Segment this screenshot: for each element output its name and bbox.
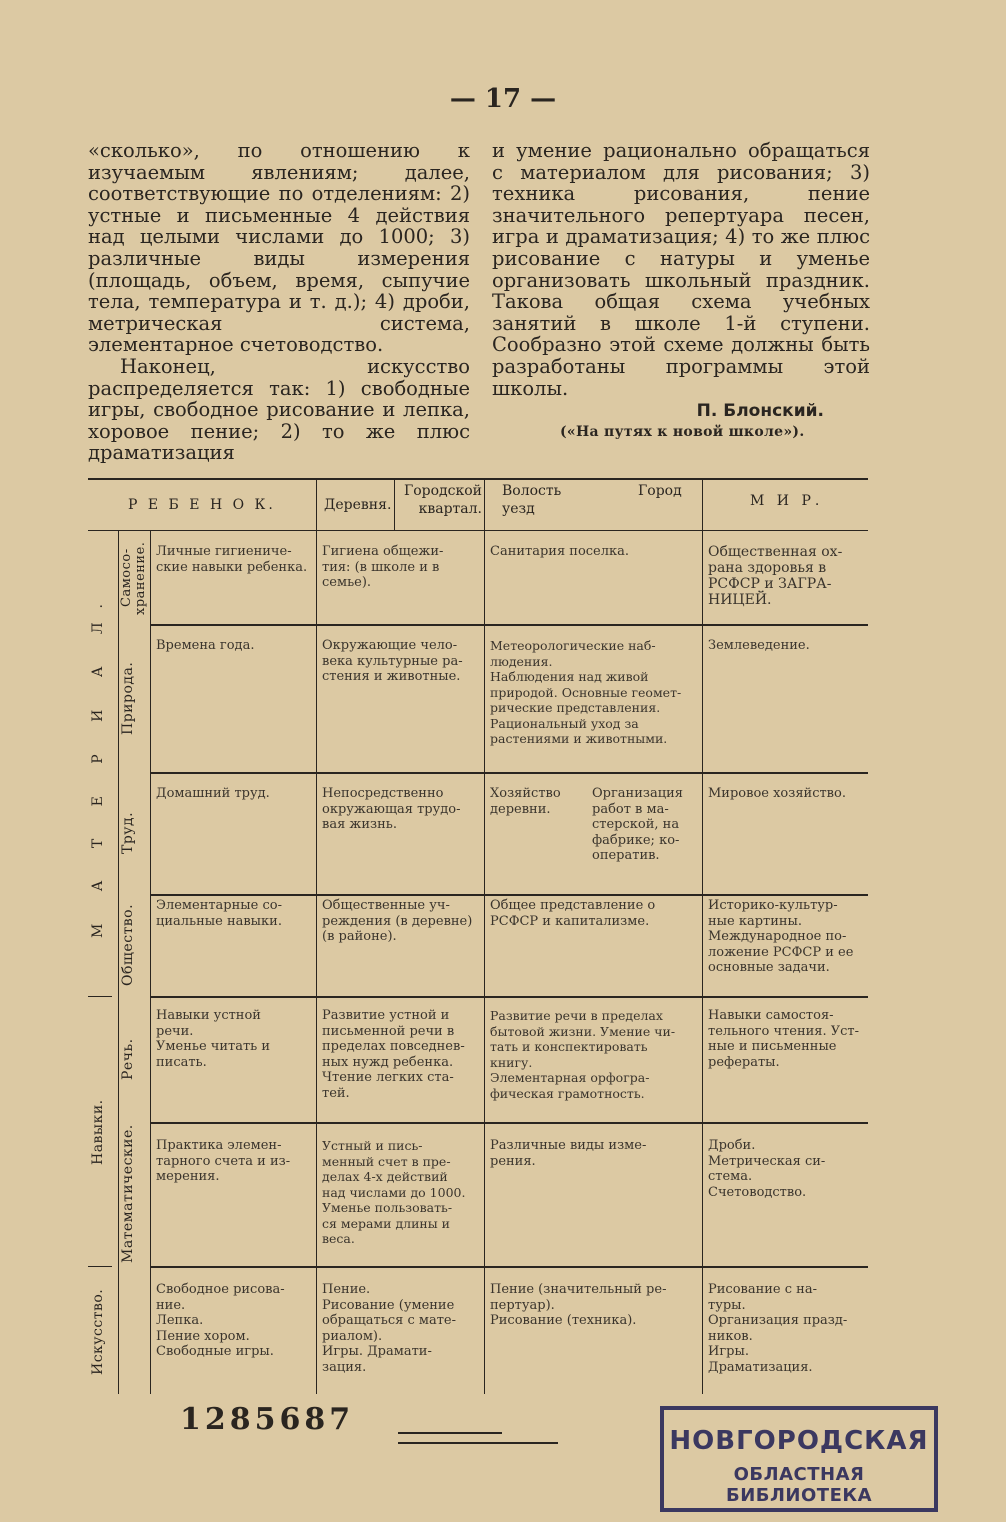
page-number: — 17 — bbox=[449, 84, 557, 114]
row-label-nature: Природа. bbox=[120, 661, 136, 735]
table-cell: Общественные уч- реждения (в деревне) (в районе). bbox=[322, 898, 473, 944]
row-label-math: Математические. bbox=[120, 1124, 136, 1264]
table-cell: Землеведение. bbox=[708, 638, 810, 653]
row-label-labor: Труд. bbox=[120, 811, 136, 855]
header-child: Р Е Б Е Н О К. bbox=[128, 497, 276, 513]
table-cell: Историко-культур- ные картины. Международное по- ложение РСФСР и ее основные задачи. bbox=[708, 898, 854, 975]
paragraph: «сколько», по отношению к изучаемым явлениям; далее, соответствующие по отделениям: 2) устные и письменные 4 действия над целыми числами до 1000; 3) различные виды измерения (площадь, объем, время, сыпучие тела, температура и т. д.); 4) дроби, метрическая система, элементарное счетоводство. bbox=[88, 139, 470, 357]
group-label-skills: Навыки. bbox=[90, 1099, 106, 1165]
table-cell: Устный и пись- менный счет в пре- делах 4-х действий над числами до 1000. Уменье пользовать- ся мерами длины и веса. bbox=[322, 1138, 466, 1246]
table-cell: Организация работ в ма- стерской, на фабрике; ко- оператив. bbox=[592, 786, 683, 863]
table-cell: Дроби. Метрическая си- стема. Счетоводство. bbox=[708, 1138, 826, 1200]
header-village: Деревня. bbox=[324, 497, 392, 513]
table-cell: Домашний труд. bbox=[156, 786, 270, 801]
header-world: М И Р. bbox=[750, 493, 824, 509]
table-cell: Навыки устной речи. Уменье читать и писать. bbox=[156, 1008, 271, 1070]
curriculum-table bbox=[88, 474, 868, 1394]
stamp-line: ОБЛАСТНАЯ БИБЛИОТЕКА bbox=[725, 1464, 873, 1506]
table-cell: Пение (значительный ре- пертуар). Рисование (техника). bbox=[490, 1282, 667, 1328]
table-cell: Окружающие чело- века культурные ра- стения и животные. bbox=[322, 638, 463, 684]
table-cell: Мировое хозяйство. bbox=[708, 786, 846, 801]
table-cell: Времена года. bbox=[156, 638, 255, 653]
table-cell: Различные виды изме- рения. bbox=[490, 1138, 647, 1169]
header-city: Город bbox=[638, 483, 682, 499]
table-cell: Развитие устной и письменной речи в пределах повседнев- ных нужд ребенка. Чтение легких ста- тей. bbox=[322, 1008, 465, 1101]
table-cell: Гигиена общежи- тия: (в школе и в семье). bbox=[322, 544, 444, 590]
table-cell: Санитария поселка. bbox=[490, 544, 630, 559]
table-cell: Хозяйство деревни. bbox=[490, 786, 561, 817]
group-label-art: Искусство. bbox=[90, 1288, 106, 1376]
divider bbox=[398, 1442, 558, 1444]
table-cell: Практика элемен- тарного счета и из- мерения. bbox=[156, 1138, 291, 1184]
library-stamp bbox=[660, 1406, 938, 1512]
table-cell: Общественная ох- рана здоровья в РСФСР и ЗАГРА- НИЦЕЙ. bbox=[708, 544, 843, 608]
table-cell: Непосредственно окружающая трудо- вая жизнь. bbox=[322, 786, 461, 832]
table-cell: Метеорологические наб- людения. Наблюдения над живой природой. Основные геомет- рические представления. Рациональный уход за растениями и животными. bbox=[490, 638, 682, 746]
row-label-speech: Речь. bbox=[120, 1038, 136, 1080]
paragraph: и умение рационально обращаться с материалом для рисования; 3) техника рисования, пение значительного репертуара песен, игра и драматизация; 4) то же плюс рисование с натуры и уменье организовать школьный праздник. Такова общая схема учебных занятий в школе 1-й ступени. Сообразно этой схеме должны быть разработаны программы этой школы. bbox=[492, 139, 870, 400]
stamp-line: НОВГОРОДСКАЯ bbox=[669, 1426, 929, 1456]
table-cell: Общее представление о РСФСР и капитализме. bbox=[490, 898, 656, 929]
table-cell: Элементарные со- циальные навыки. bbox=[156, 898, 282, 929]
table-cell: Личные гигиениче- ские навыки ребенка. bbox=[156, 544, 308, 575]
table-cell: Свободное рисова- ние. Лепка. Пение хором. Свободные игры. bbox=[156, 1282, 285, 1359]
header-volost: Волость уезд bbox=[502, 483, 562, 517]
table-cell: Развитие речи в пределах бытовой жизни. Умение чи- тать и конспектировать книгу. Элементарная орфогра- фическая грамотность. bbox=[490, 1008, 676, 1101]
paragraph: Наконец, искусство распределяется так: 1) свободные игры, свободное рисование и лепка, хоровое пение; 2) то же плюс драматизация bbox=[88, 354, 470, 465]
text-column-left bbox=[88, 140, 470, 464]
inventory-number: 1285687 bbox=[180, 1402, 355, 1437]
header-city-quarter: Городской квартал. bbox=[403, 483, 482, 517]
text-column-right bbox=[492, 140, 870, 423]
table-cell: Рисование с на- туры. Организация празд- ников. Игры. Драматизация. bbox=[708, 1282, 848, 1375]
divider bbox=[398, 1432, 502, 1434]
group-label-material: М А Т Е Р И А Л. bbox=[90, 590, 106, 939]
row-label-self-preservation: Самосо- хранение. bbox=[119, 541, 148, 615]
table-cell: Пение. Рисование (умение обращаться с мате- риалом). Игры. Драмати- зация. bbox=[322, 1282, 456, 1375]
author-signature: П. Блонский. bbox=[696, 401, 824, 422]
table-cell: Навыки самостоя- тельного чтения. Уст- ные и письменные рефераты. bbox=[708, 1008, 860, 1070]
row-label-society: Общество. bbox=[120, 903, 136, 987]
source-citation: («На путях к новой школе»). bbox=[560, 424, 805, 440]
